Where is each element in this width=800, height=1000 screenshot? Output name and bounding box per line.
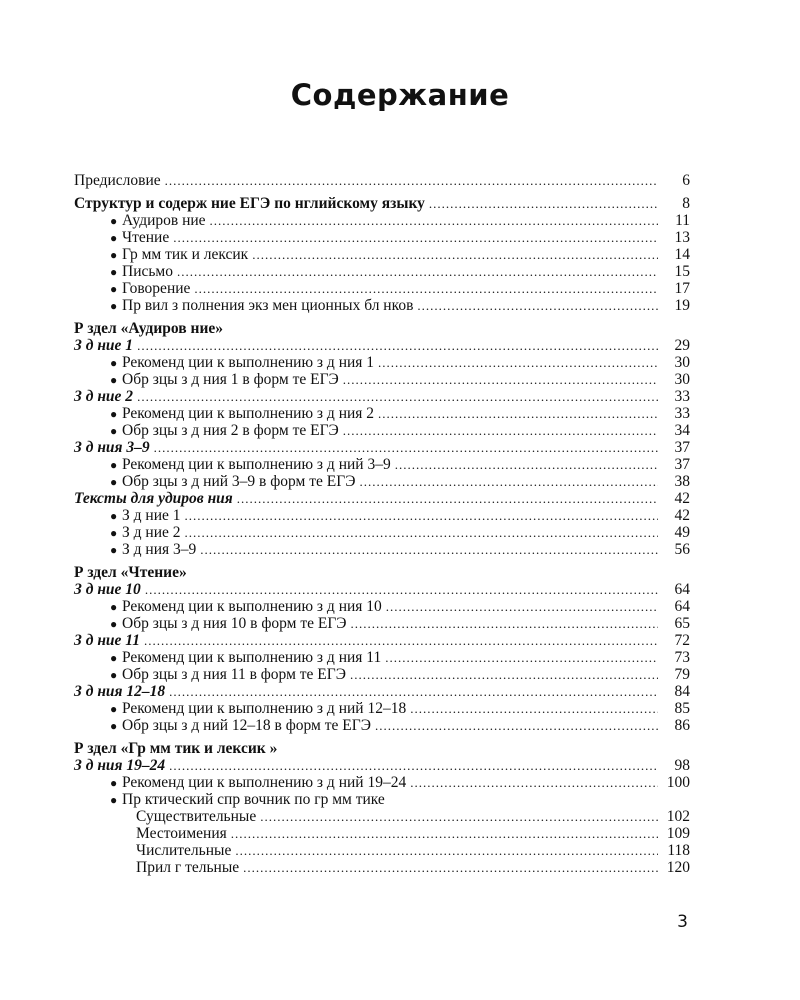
toc-entry: [74, 666, 690, 683]
toc-entry-title: З д ние 11: [74, 632, 140, 649]
bullet-icon: ●: [110, 248, 118, 262]
toc-entry-title: З д ния 12–18: [74, 683, 166, 700]
toc-entry-title: Пр вил з полнения экз мен ционных бл нков: [122, 297, 414, 314]
toc-entry-title: З д ния 19–24: [74, 757, 166, 774]
toc-entry: [74, 541, 690, 558]
toc-entry-page: 72: [674, 632, 690, 649]
toc-entry: [74, 632, 690, 649]
toc-entry: [74, 195, 690, 212]
bullet-icon: ●: [110, 719, 118, 733]
dot-leader: [243, 859, 658, 876]
toc-entry: [74, 507, 690, 524]
bullet-icon: ●: [110, 299, 118, 313]
toc-entry-page: 15: [674, 263, 690, 280]
toc-entry-page: 84: [674, 683, 690, 700]
bullet-icon: ●: [110, 356, 118, 370]
toc-entry-page: 29: [674, 337, 690, 354]
toc-entry-title: Предисловие: [74, 172, 161, 189]
bullet-icon: ●: [110, 282, 118, 296]
toc-entry: [74, 825, 690, 842]
dot-leader: [386, 598, 658, 615]
bullet-icon: ●: [110, 651, 118, 665]
toc-entry-title: Структур и содерж ние ЕГЭ по нглийскому языку: [74, 195, 425, 212]
dot-leader: [359, 473, 658, 490]
bullet-icon: ●: [110, 600, 118, 614]
bullet-icon: ●: [110, 265, 118, 279]
toc-entry-page: 120: [666, 859, 690, 876]
toc-entry: [74, 490, 690, 507]
toc-entry: [74, 172, 690, 189]
toc-entry: [74, 774, 690, 791]
bullet-icon: ●: [110, 424, 118, 438]
toc-entry-title: Обр зцы з д ний 12–18 в форм те ЕГЭ: [122, 717, 371, 734]
toc-entry-title: Рекоменд ции к выполнению з д ния 10: [122, 598, 382, 615]
toc-entry: [74, 229, 690, 246]
toc-entry-title: Р здел «Гр мм тик и лексик »: [74, 740, 278, 757]
toc-entry: [74, 246, 690, 263]
toc-entry-title: З д ние 2: [74, 388, 134, 405]
toc-entry-title: Рекоменд ции к выполнению з д ния 2: [122, 405, 375, 422]
dot-leader: [410, 700, 658, 717]
toc-entry: [74, 683, 690, 700]
toc-entry-page: 17: [674, 280, 690, 297]
dot-leader: [200, 541, 658, 558]
toc-entry-title: Р здел «Чтение»: [74, 564, 187, 581]
toc-entry-title: Прил г тельные: [136, 859, 240, 876]
toc-entry-title: З д ние 2: [122, 524, 181, 541]
toc-entry: [74, 320, 690, 337]
toc-entry-title: Местоимения: [136, 825, 227, 842]
toc-entry: [74, 405, 690, 422]
toc-entry: [74, 564, 690, 581]
toc-entry-page: 33: [674, 405, 690, 422]
bullet-icon: ●: [110, 231, 118, 245]
bullet-icon: ●: [110, 475, 118, 489]
toc-entry-page: 37: [674, 439, 690, 456]
dot-leader: [169, 757, 658, 774]
bullet-icon: ●: [110, 617, 118, 631]
dot-leader: [375, 717, 658, 734]
dot-leader: [351, 615, 658, 632]
toc-entry: [74, 740, 690, 757]
dot-leader: [343, 371, 658, 388]
dot-leader: [429, 195, 658, 212]
toc-entry-title: Р здел «Аудиров ние»: [74, 320, 224, 337]
dot-leader: [378, 405, 658, 422]
toc-entry: [74, 456, 690, 473]
toc-entry-title: Аудиров ние: [122, 212, 206, 229]
dot-leader: [235, 842, 658, 859]
bullet-icon: ●: [110, 776, 118, 790]
table-of-contents: [74, 172, 690, 876]
toc-entry-page: 33: [674, 388, 690, 405]
toc-entry-page: 79: [674, 666, 690, 683]
toc-entry-title: З д ние 1: [122, 507, 181, 524]
toc-entry-title: З д ние 1: [74, 337, 134, 354]
dot-leader: [194, 280, 658, 297]
toc-entry-title: Обр зцы з д ния 1 в форм те ЕГЭ: [122, 371, 339, 388]
toc-entry: [74, 598, 690, 615]
toc-entry-title: З д ние 10: [74, 581, 141, 598]
toc-entry-page: 85: [674, 700, 690, 717]
dot-leader: [165, 172, 658, 189]
toc-entry-title: Обр зцы з д ния 11 в форм те ЕГЭ: [122, 666, 346, 683]
toc-entry-page: 42: [674, 490, 690, 507]
toc-entry-page: 30: [674, 371, 690, 388]
toc-entry-page: 64: [674, 598, 690, 615]
toc-entry-page: 118: [667, 842, 690, 859]
toc-entry-title: Чтение: [122, 229, 170, 246]
toc-entry: [74, 615, 690, 632]
toc-entry-title: Гр мм тик и лексик: [122, 246, 249, 263]
dot-leader: [417, 297, 658, 314]
toc-entry-page: 100: [666, 774, 690, 791]
toc-entry-title: З д ния 3–9: [122, 541, 197, 558]
toc-entry-title: Числительные: [136, 842, 232, 859]
dot-leader: [378, 354, 658, 371]
toc-entry-title: Рекоменд ции к выполнению з д ний 19–24: [122, 774, 407, 791]
toc-entry-page: 109: [666, 825, 690, 842]
toc-entry-page: 64: [674, 581, 690, 598]
toc-entry-page: 98: [674, 757, 690, 774]
dot-leader: [177, 263, 658, 280]
toc-entry: [74, 808, 690, 825]
dot-leader: [395, 456, 658, 473]
toc-entry-page: 42: [674, 507, 690, 524]
bullet-icon: ●: [110, 509, 118, 523]
toc-entry-page: 11: [675, 212, 690, 229]
dot-leader: [343, 422, 658, 439]
dot-leader: [144, 632, 658, 649]
dot-leader: [173, 229, 658, 246]
toc-entry-page: 8: [682, 195, 690, 212]
toc-entry-title: Говорение: [122, 280, 191, 297]
toc-entry-page: 37: [674, 456, 690, 473]
dot-leader: [252, 246, 658, 263]
toc-entry-page: 65: [674, 615, 690, 632]
toc-entry: [74, 473, 690, 490]
bullet-icon: ●: [110, 668, 118, 682]
toc-entry: [74, 388, 690, 405]
dot-leader: [260, 808, 658, 825]
toc-entry-page: 73: [674, 649, 690, 666]
toc-entry-page: 38: [674, 473, 690, 490]
bullet-icon: ●: [110, 373, 118, 387]
dot-leader: [385, 649, 658, 666]
toc-entry: [74, 649, 690, 666]
toc-entry: [74, 439, 690, 456]
toc-entry: [74, 422, 690, 439]
toc-entry-title: Тексты для удиров ния: [74, 490, 233, 507]
toc-entry-title: Обр зцы з д ния 2 в форм те ЕГЭ: [122, 422, 339, 439]
dot-leader: [185, 524, 659, 541]
toc-entry: [74, 717, 690, 734]
toc-entry-title: Обр зцы з д ния 10 в форм те ЕГЭ: [122, 615, 347, 632]
bullet-icon: ●: [110, 526, 118, 540]
dot-leader: [350, 666, 658, 683]
bullet-icon: ●: [110, 793, 118, 807]
toc-entry-page: 19: [674, 297, 690, 314]
toc-entry-title: Обр зцы з д ний 3–9 в форм те ЕГЭ: [122, 473, 356, 490]
dot-leader: [185, 507, 659, 524]
toc-entry-title: Письмо: [122, 263, 173, 280]
toc-entry-title: Пр ктический спр вочник по гр мм тике: [122, 791, 385, 808]
dot-leader: [410, 774, 658, 791]
bullet-icon: ●: [110, 458, 118, 472]
toc-entry-title: Рекоменд ции к выполнению з д ний 12–18: [122, 700, 407, 717]
dot-leader: [137, 337, 658, 354]
toc-entry: [74, 280, 690, 297]
toc-entry-page: 34: [674, 422, 690, 439]
dot-leader: [231, 825, 658, 842]
toc-entry-page: 86: [674, 717, 690, 734]
toc-entry: [74, 212, 690, 229]
page-title: Содержание: [290, 78, 510, 112]
toc-entry-page: 30: [674, 354, 690, 371]
toc-entry-title: Рекоменд ции к выполнению з д ния 1: [122, 354, 375, 371]
toc-entry-page: 13: [674, 229, 690, 246]
dot-leader: [145, 581, 658, 598]
bullet-icon: ●: [110, 214, 118, 228]
toc-entry: [74, 371, 690, 388]
toc-entry: [74, 700, 690, 717]
toc-entry-title: Рекоменд ции к выполнению з д ний 3–9: [122, 456, 391, 473]
dot-leader: [154, 439, 658, 456]
toc-entry-page: 102: [666, 808, 690, 825]
toc-entry: [74, 524, 690, 541]
toc-entry: [74, 354, 690, 371]
toc-entry: [74, 581, 690, 598]
page-number: 3: [677, 912, 688, 932]
toc-entry: [74, 263, 690, 280]
dot-leader: [237, 490, 658, 507]
toc-entry-page: 6: [682, 172, 690, 189]
dot-leader: [210, 212, 658, 229]
bullet-icon: ●: [110, 407, 118, 421]
toc-entry: [74, 791, 690, 808]
toc-entry-page: 49: [674, 524, 690, 541]
toc-entry-title: З д ния 3–9: [74, 439, 150, 456]
bullet-icon: ●: [110, 543, 118, 557]
bullet-icon: ●: [110, 702, 118, 716]
toc-entry: [74, 842, 690, 859]
toc-entry-page: 14: [674, 246, 690, 263]
toc-entry: [74, 859, 690, 876]
toc-entry-title: Рекоменд ции к выполнению з д ния 11: [122, 649, 382, 666]
dot-leader: [169, 683, 658, 700]
toc-entry: [74, 297, 690, 314]
toc-entry: [74, 337, 690, 354]
toc-entry-page: 56: [674, 541, 690, 558]
toc-entry: [74, 757, 690, 774]
toc-entry-title: Существительные: [136, 808, 257, 825]
dot-leader: [137, 388, 658, 405]
